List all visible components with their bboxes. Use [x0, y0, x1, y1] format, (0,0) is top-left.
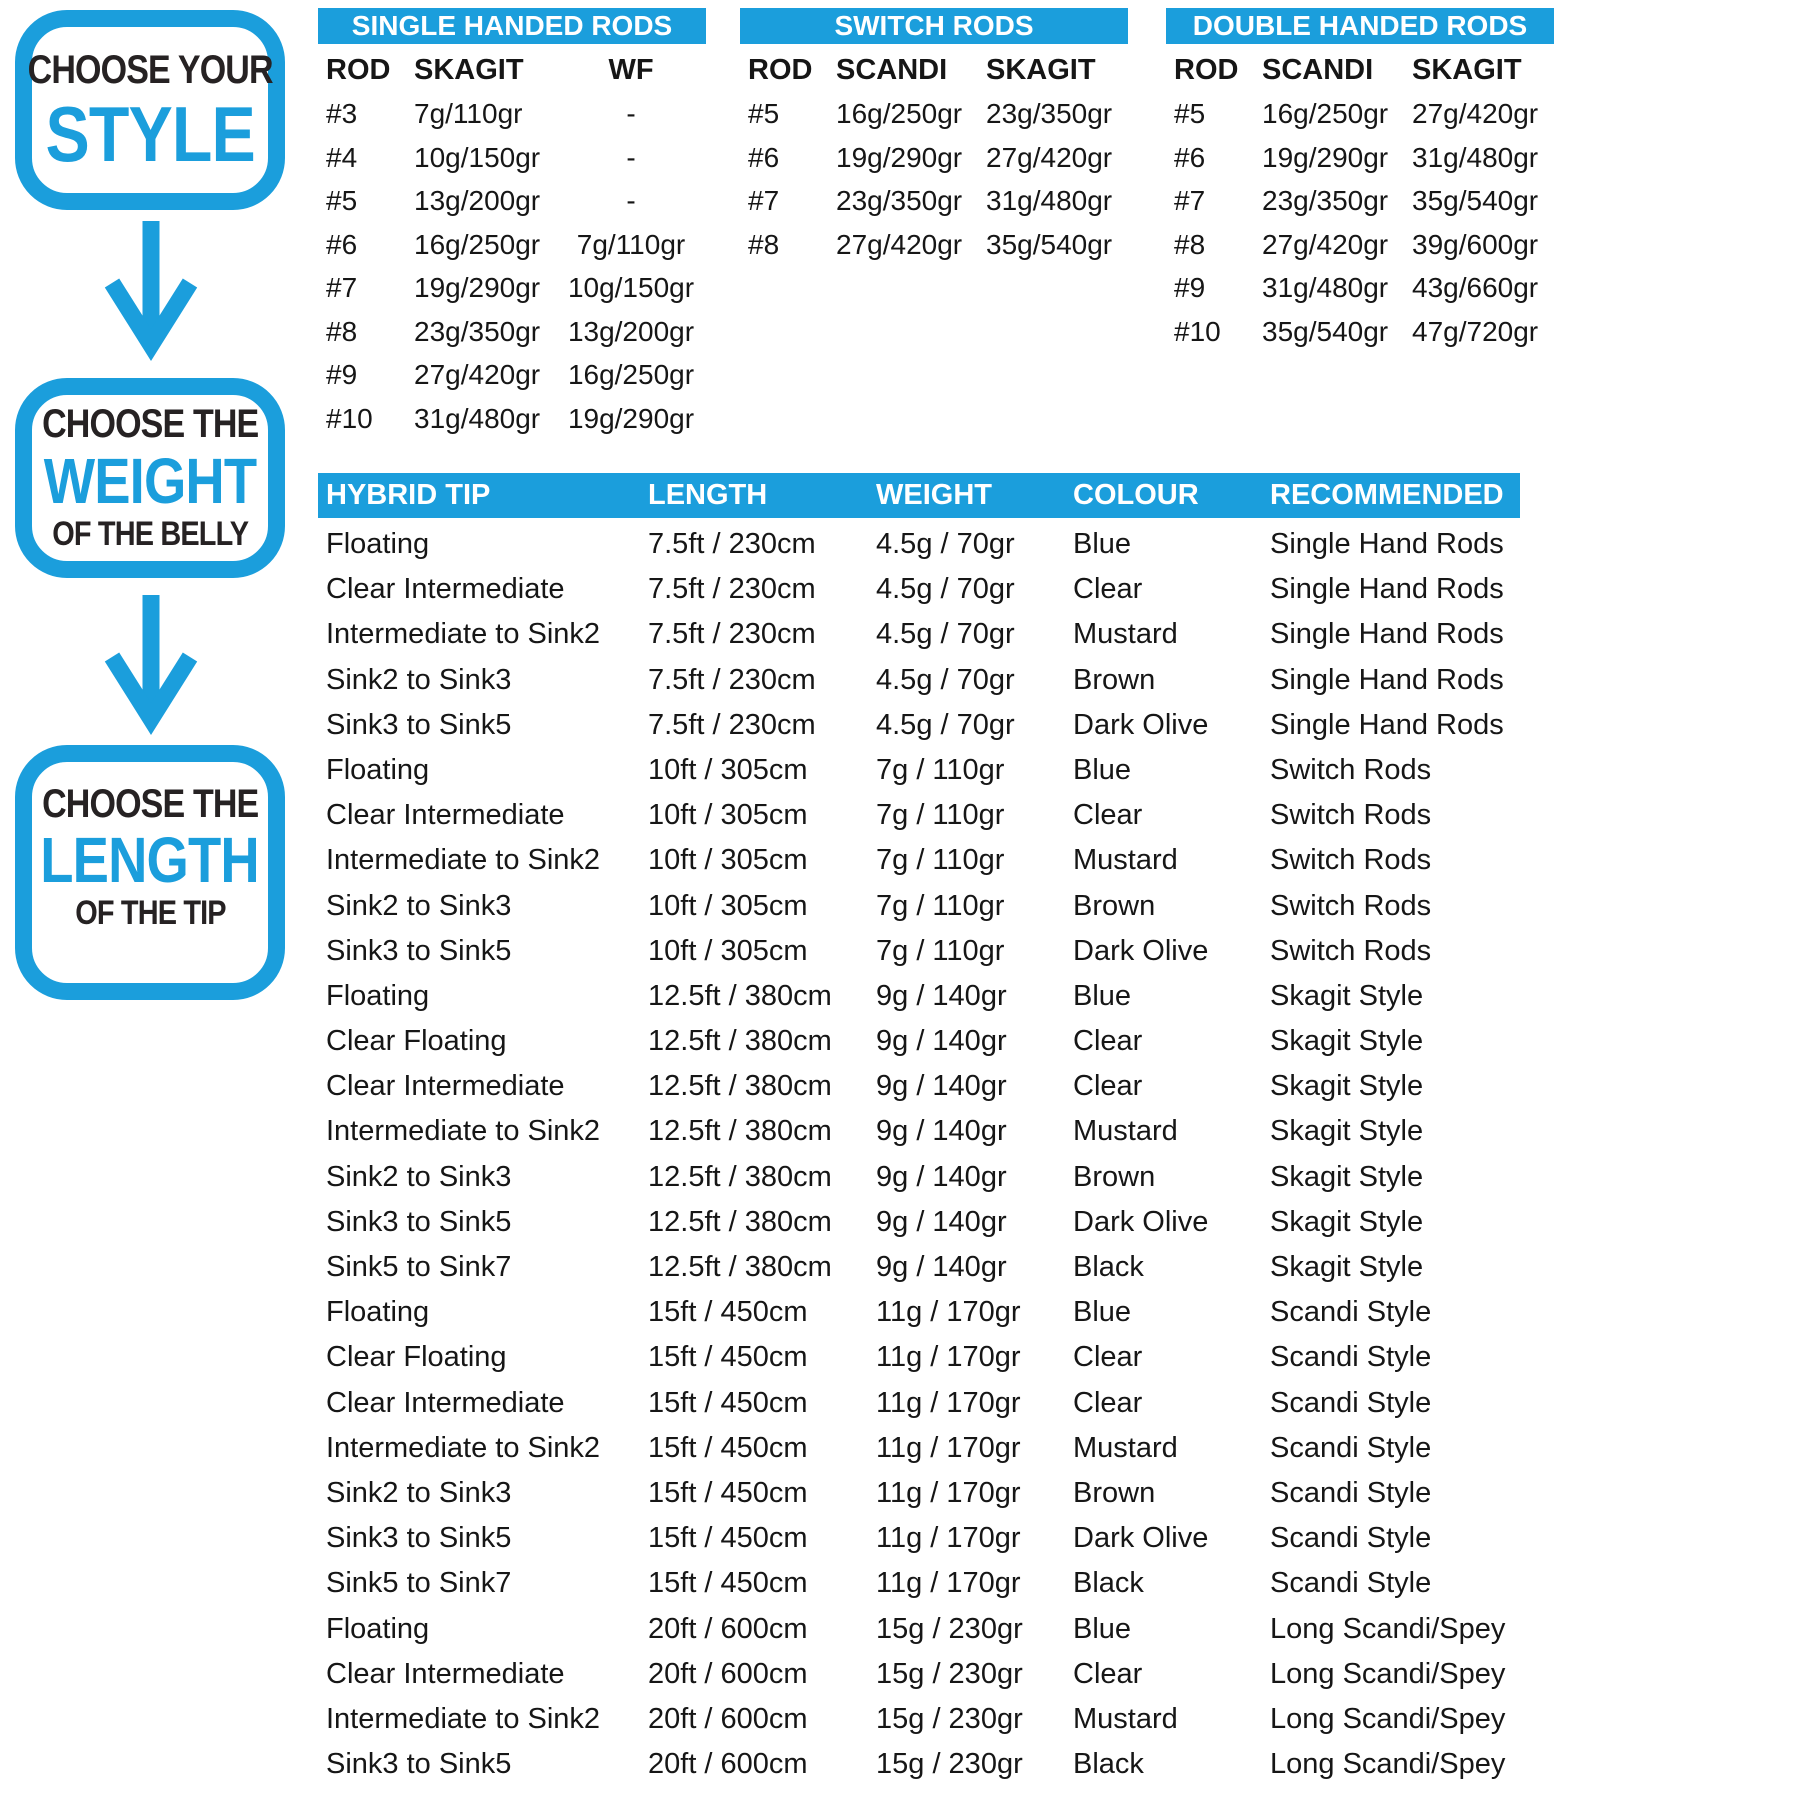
table-row: [1166, 266, 1554, 310]
table-cell: #7: [326, 272, 358, 303]
column-header: ROD: [1174, 54, 1239, 86]
table-cell: Mustard: [1073, 618, 1178, 651]
table-cell: Brown: [1073, 1160, 1156, 1193]
switch-rods-table: [740, 48, 1128, 266]
table-cell: 12.5ft / 380cm: [648, 1251, 832, 1283]
table-cell: 10ft / 305cm: [648, 844, 808, 877]
table-cell: Sink3 to Sink5: [326, 708, 512, 741]
table-cell: 15ft / 450cm: [648, 1567, 808, 1600]
table-cell: -: [626, 141, 636, 173]
table-cell: 11g / 170gr: [876, 1476, 1021, 1509]
table-cell: 4.5g / 70gr: [876, 573, 1015, 606]
table-cell: #4: [326, 141, 358, 173]
table-cell: Skagit Style: [1270, 1160, 1424, 1193]
table-cell: 7.5ft / 230cm: [648, 663, 816, 696]
table-cell: 7g/110gr: [414, 98, 523, 129]
table-cell: 10ft / 305cm: [648, 889, 808, 922]
table-row: [1166, 136, 1554, 180]
table-cell: 12.5ft / 380cm: [648, 1025, 832, 1058]
table-cell: Clear: [1073, 1341, 1143, 1374]
table-cell: 15g / 230gr: [876, 1748, 1023, 1781]
table-cell: 9g / 140gr: [876, 1160, 1007, 1193]
table-cell: #8: [748, 228, 780, 260]
table-body: [318, 92, 706, 440]
table-cell: 7g / 110gr: [876, 753, 1005, 786]
table-cell: 35g/540gr: [1262, 315, 1389, 347]
table-cell: 16g/250gr: [414, 228, 541, 260]
table-cell: 11g / 170gr: [876, 1296, 1021, 1329]
table-cell: 39g/600gr: [1412, 228, 1539, 260]
column-header: HYBRID TIP: [326, 479, 491, 511]
table-cell: Clear: [1073, 1386, 1143, 1419]
table-cell: Scandi Style: [1270, 1567, 1432, 1600]
table-cell: Clear Floating: [326, 1341, 507, 1374]
table-cell: Black: [1073, 1567, 1144, 1600]
column-header: RECOMMENDED: [1270, 479, 1504, 511]
table-cell: Mustard: [1073, 844, 1178, 877]
table-cell: 15ft / 450cm: [648, 1476, 808, 1509]
table-row: [318, 310, 706, 354]
table-cell: 9g / 140gr: [876, 1251, 1007, 1283]
table-cell: 23g/350gr: [1262, 185, 1389, 216]
table-row: [318, 522, 1520, 567]
table-cell: 20ft / 600cm: [648, 1657, 808, 1690]
table-cell: 19g/290gr: [1262, 141, 1389, 173]
table-cell: Blue: [1073, 979, 1132, 1012]
table-cell: Clear Intermediate: [326, 1386, 565, 1419]
table-cell: #6: [326, 228, 358, 260]
table-cell: Intermediate to Sink2: [326, 1431, 601, 1464]
table-body: [740, 92, 1128, 266]
table-body: [1166, 92, 1554, 353]
table-row: [1166, 310, 1554, 354]
table-cell: Brown: [1073, 889, 1156, 922]
column-header: SCANDI: [1262, 54, 1374, 86]
table-cell: Mustard: [1073, 1702, 1178, 1735]
table-cell: Mustard: [1073, 1431, 1178, 1464]
table-row: [740, 179, 1128, 223]
table-cell: 27g/420gr: [1412, 98, 1539, 129]
table-cell: 47g/720gr: [1412, 315, 1539, 347]
table-cell: 12.5ft / 380cm: [648, 1160, 832, 1193]
table-cell: Dark Olive: [1073, 708, 1209, 741]
table-cell: 9g / 140gr: [876, 1205, 1007, 1238]
table-cell: 15ft / 450cm: [648, 1341, 808, 1374]
table-row: [318, 1742, 1520, 1787]
table-cell: 13g/200gr: [567, 315, 695, 347]
double-handed-rods-title-bar: DOUBLE HANDED RODS: [1166, 8, 1554, 44]
table-row: [318, 703, 1520, 748]
column-header: ROD: [326, 54, 391, 86]
table-cell: 10g/150gr: [414, 141, 541, 173]
table-cell: 15ft / 450cm: [648, 1296, 808, 1329]
flow-step-length-line3: OF THE TIP: [74, 894, 226, 933]
table-cell: Skagit Style: [1270, 979, 1424, 1012]
table-cell: Black: [1073, 1748, 1144, 1781]
table-row: [318, 612, 1520, 657]
column-header: SKAGIT: [986, 54, 1096, 86]
table-row: [318, 1471, 1520, 1516]
table-cell: Scandi Style: [1270, 1341, 1432, 1374]
table-cell: Intermediate to Sink2: [326, 618, 601, 651]
table-cell: Skagit Style: [1270, 1070, 1424, 1103]
table-row: [318, 929, 1520, 974]
column-header: SKAGIT: [1412, 54, 1522, 86]
table-row: [318, 1200, 1520, 1245]
hybrid-tip-table: [318, 522, 1520, 1787]
table-cell: Scandi Style: [1270, 1476, 1432, 1509]
table-cell: 27g/420gr: [414, 359, 541, 390]
table-cell: 13g/200gr: [414, 185, 541, 216]
table-cell: 35g/540gr: [1412, 185, 1539, 216]
flow-step-weight-line1: CHOOSE THE: [41, 402, 259, 447]
table-cell: 19g/290gr: [567, 402, 695, 434]
table-cell: #6: [748, 141, 780, 173]
table-cell: 15g / 230gr: [876, 1612, 1023, 1645]
table-header-row: [1166, 48, 1554, 92]
column-header: WEIGHT: [876, 479, 992, 511]
column-header: WF: [608, 54, 654, 86]
table-cell: Clear Intermediate: [326, 1657, 565, 1690]
table-cell: Skagit Style: [1270, 1205, 1424, 1238]
double-handed-rods-table: [1166, 48, 1554, 353]
table-cell: 12.5ft / 380cm: [648, 1070, 832, 1103]
table-row: [318, 1245, 1520, 1290]
table-cell: Scandi Style: [1270, 1386, 1432, 1419]
table-cell: Blue: [1073, 528, 1132, 560]
table-cell: Blue: [1073, 753, 1132, 786]
flow-step-length-box: [15, 745, 285, 1000]
table-cell: 23g/350gr: [414, 315, 541, 347]
table-cell: 16g/250gr: [1262, 98, 1389, 129]
table-cell: Clear: [1073, 1025, 1143, 1058]
table-cell: 23g/350gr: [836, 185, 963, 216]
table-cell: 9g / 140gr: [876, 979, 1007, 1012]
table-cell: Single Hand Rods: [1270, 708, 1504, 741]
table-cell: #8: [1174, 228, 1206, 260]
table-row: [318, 1381, 1520, 1426]
table-cell: 4.5g / 70gr: [876, 708, 1015, 741]
table-row: [318, 1019, 1520, 1064]
table-row: [318, 748, 1520, 793]
table-row: [318, 223, 706, 267]
table-cell: Scandi Style: [1270, 1522, 1432, 1555]
table-cell: Long Scandi/Spey: [1270, 1702, 1506, 1735]
table-row: [318, 1335, 1520, 1380]
column-header: ROD: [748, 54, 813, 86]
table-cell: 9g / 140gr: [876, 1070, 1007, 1103]
table-cell: Switch Rods: [1270, 844, 1432, 877]
table-cell: 20ft / 600cm: [648, 1612, 808, 1645]
table-cell: #7: [748, 185, 780, 216]
table-row: [318, 136, 706, 180]
table-cell: 11g / 170gr: [876, 1522, 1021, 1555]
table-row: [318, 397, 706, 441]
table-cell: Clear: [1073, 1070, 1143, 1103]
table-cell: Dark Olive: [1073, 1205, 1209, 1238]
table-cell: Clear Intermediate: [326, 573, 565, 606]
table-row: [318, 1109, 1520, 1154]
table-cell: 7g / 110gr: [876, 844, 1005, 877]
table-cell: Sink3 to Sink5: [326, 1748, 512, 1781]
table-row: [318, 1697, 1520, 1742]
flow-step-length-line1: CHOOSE THE: [41, 781, 259, 826]
table-cell: 19g/290gr: [836, 141, 963, 173]
table-cell: #7: [1174, 185, 1206, 216]
table-cell: 7.5ft / 230cm: [648, 573, 816, 606]
table-cell: 15ft / 450cm: [648, 1386, 808, 1419]
table-cell: #5: [748, 98, 780, 129]
table-cell: #9: [1174, 272, 1206, 303]
table-cell: Switch Rods: [1270, 799, 1432, 832]
table-cell: -: [626, 98, 636, 129]
column-header: SCANDI: [836, 54, 948, 86]
table-row: [318, 1516, 1520, 1561]
table-cell: 15ft / 450cm: [648, 1431, 808, 1464]
down-arrow-icon: [104, 595, 198, 735]
table-row: [318, 1607, 1520, 1652]
table-cell: Sink3 to Sink5: [326, 1522, 512, 1555]
column-header: COLOUR: [1073, 479, 1199, 511]
table-cell: 23g/350gr: [986, 98, 1113, 129]
table-cell: Floating: [326, 979, 430, 1012]
table-cell: Blue: [1073, 1296, 1132, 1329]
table-cell: Clear Floating: [326, 1025, 507, 1058]
table-cell: 31g/480gr: [986, 185, 1113, 216]
table-cell: Single Hand Rods: [1270, 573, 1504, 606]
table-cell: Long Scandi/Spey: [1270, 1748, 1506, 1781]
table-cell: Black: [1073, 1251, 1144, 1283]
flow-step-weight-box: [15, 378, 285, 578]
table-cell: 7g/110gr: [576, 228, 686, 260]
table-row: [318, 884, 1520, 929]
table-cell: 7.5ft / 230cm: [648, 528, 816, 560]
column-header: SKAGIT: [414, 54, 524, 86]
table-cell: #3: [326, 98, 358, 129]
table-cell: 12.5ft / 380cm: [648, 979, 832, 1012]
table-cell: #9: [326, 359, 358, 390]
table-cell: #10: [326, 402, 373, 434]
table-cell: Blue: [1073, 1612, 1132, 1645]
table-cell: 7g / 110gr: [876, 799, 1005, 832]
flow-step-length-line2: LENGTH: [40, 824, 260, 897]
table-cell: 31g/480gr: [1412, 141, 1539, 173]
table-cell: 15ft / 450cm: [648, 1522, 808, 1555]
table-cell: #10: [1174, 315, 1221, 347]
table-cell: 7.5ft / 230cm: [648, 618, 816, 651]
hybrid-tip-table-header-bar: [318, 473, 1520, 518]
table-cell: Floating: [326, 1296, 430, 1329]
table-cell: Skagit Style: [1270, 1025, 1424, 1058]
table-row: [318, 1290, 1520, 1335]
table-cell: 10ft / 305cm: [648, 799, 808, 832]
table-row: [1166, 92, 1554, 136]
table-row: [318, 974, 1520, 1019]
switch-rods-title-bar: SWITCH RODS: [740, 8, 1128, 44]
table-cell: 4.5g / 70gr: [876, 618, 1015, 651]
table-header-row: [740, 48, 1128, 92]
table-cell: Sink2 to Sink3: [326, 1160, 512, 1193]
table-cell: Clear Intermediate: [326, 1070, 565, 1103]
table-cell: Sink2 to Sink3: [326, 1476, 512, 1509]
table-cell: Brown: [1073, 1476, 1156, 1509]
table-row: [318, 1561, 1520, 1606]
table-cell: Scandi Style: [1270, 1431, 1432, 1464]
table-cell: 20ft / 600cm: [648, 1702, 808, 1735]
table-row: [1166, 223, 1554, 267]
table-cell: 16g/250gr: [836, 98, 963, 129]
table-cell: 11g / 170gr: [876, 1386, 1021, 1419]
table-row: [1166, 179, 1554, 223]
table-cell: 10ft / 305cm: [648, 753, 808, 786]
table-cell: 27g/420gr: [1262, 228, 1389, 260]
table-cell: Sink3 to Sink5: [326, 934, 512, 967]
table-cell: 27g/420gr: [836, 228, 963, 260]
table-cell: Sink2 to Sink3: [326, 663, 512, 696]
table-header-row: [318, 48, 706, 92]
table-cell: 9g / 140gr: [876, 1025, 1007, 1058]
table-cell: Clear: [1073, 1657, 1143, 1690]
table-cell: Single Hand Rods: [1270, 663, 1504, 696]
table-cell: Intermediate to Sink2: [326, 844, 601, 877]
table-cell: 16g/250gr: [567, 359, 695, 390]
table-cell: Intermediate to Sink2: [326, 1702, 601, 1735]
table-row: [318, 92, 706, 136]
column-header: LENGTH: [648, 479, 768, 511]
table-cell: -: [626, 185, 636, 216]
table-cell: Single Hand Rods: [1270, 528, 1504, 560]
table-cell: 4.5g / 70gr: [876, 528, 1015, 560]
table-cell: Skagit Style: [1270, 1251, 1424, 1283]
table-cell: #5: [326, 185, 358, 216]
table-cell: 11g / 170gr: [876, 1341, 1021, 1374]
table-cell: 27g/420gr: [986, 141, 1113, 173]
table-cell: Long Scandi/Spey: [1270, 1612, 1506, 1645]
table-cell: 11g / 170gr: [876, 1431, 1021, 1464]
flow-step-style-box: [15, 10, 285, 210]
table-cell: Scandi Style: [1270, 1296, 1432, 1329]
table-row: [740, 92, 1128, 136]
table-cell: 43g/660gr: [1412, 272, 1539, 303]
table-cell: Switch Rods: [1270, 889, 1432, 922]
table-cell: Floating: [326, 753, 430, 786]
table-row: [318, 658, 1520, 703]
table-cell: 20ft / 600cm: [648, 1748, 808, 1781]
table-row: [318, 179, 706, 223]
table-cell: Mustard: [1073, 1115, 1178, 1148]
table-cell: 9g / 140gr: [876, 1115, 1007, 1148]
table-cell: Brown: [1073, 663, 1156, 696]
table-cell: 4.5g / 70gr: [876, 663, 1015, 696]
table-cell: Sink5 to Sink7: [326, 1251, 512, 1283]
table-cell: #5: [1174, 98, 1206, 129]
flow-step-style-line2: STYLE: [45, 90, 255, 179]
table-cell: Switch Rods: [1270, 934, 1432, 967]
table-cell: Dark Olive: [1073, 1522, 1209, 1555]
table-cell: 31g/480gr: [1262, 272, 1389, 303]
table-row: [318, 1426, 1520, 1471]
table-cell: Switch Rods: [1270, 753, 1432, 786]
single-handed-rods-table: [318, 48, 706, 440]
table-cell: Sink5 to Sink7: [326, 1567, 512, 1600]
table-cell: 7.5ft / 230cm: [648, 708, 816, 741]
table-cell: #8: [326, 315, 358, 347]
table-cell: Single Hand Rods: [1270, 618, 1504, 651]
single-handed-rods-title-bar: SINGLE HANDED RODS: [318, 8, 706, 44]
table-row: [318, 266, 706, 310]
table-cell: Floating: [326, 528, 430, 560]
table-cell: 10ft / 305cm: [648, 934, 808, 967]
table-cell: Clear Intermediate: [326, 799, 565, 832]
table-cell: Floating: [326, 1612, 430, 1645]
table-row: [318, 353, 706, 397]
table-cell: Clear: [1073, 799, 1143, 832]
table-row: [318, 1652, 1520, 1697]
table-cell: 15g / 230gr: [876, 1657, 1023, 1690]
table-cell: 19g/290gr: [414, 272, 541, 303]
table-row: [740, 223, 1128, 267]
table-cell: 10g/150gr: [567, 272, 695, 303]
table-row: [318, 838, 1520, 883]
flow-step-weight-line2: WEIGHT: [43, 444, 257, 517]
table-cell: Dark Olive: [1073, 934, 1209, 967]
table-cell: 7g / 110gr: [876, 889, 1005, 922]
table-cell: 12.5ft / 380cm: [648, 1205, 832, 1238]
table-row: [318, 1155, 1520, 1200]
flow-step-weight-line3: OF THE BELLY: [52, 514, 248, 553]
table-row: [318, 1064, 1520, 1109]
table-row: [318, 793, 1520, 838]
down-arrow-icon: [104, 221, 198, 361]
table-cell: Sink3 to Sink5: [326, 1205, 512, 1238]
table-cell: Skagit Style: [1270, 1115, 1424, 1148]
table-cell: 12.5ft / 380cm: [648, 1115, 832, 1148]
table-cell: 7g / 110gr: [876, 934, 1005, 967]
table-cell: Clear: [1073, 573, 1143, 606]
table-cell: 15g / 230gr: [876, 1702, 1023, 1735]
flow-step-style-line1: CHOOSE YOUR: [27, 48, 273, 92]
table-row: [740, 136, 1128, 180]
table-cell: Long Scandi/Spey: [1270, 1657, 1506, 1690]
table-cell: Sink2 to Sink3: [326, 889, 512, 922]
table-cell: 11g / 170gr: [876, 1567, 1021, 1600]
table-cell: #6: [1174, 141, 1206, 173]
table-cell: 35g/540gr: [986, 228, 1113, 260]
table-cell: Intermediate to Sink2: [326, 1115, 601, 1148]
table-row: [318, 567, 1520, 612]
table-cell: 31g/480gr: [414, 402, 541, 434]
